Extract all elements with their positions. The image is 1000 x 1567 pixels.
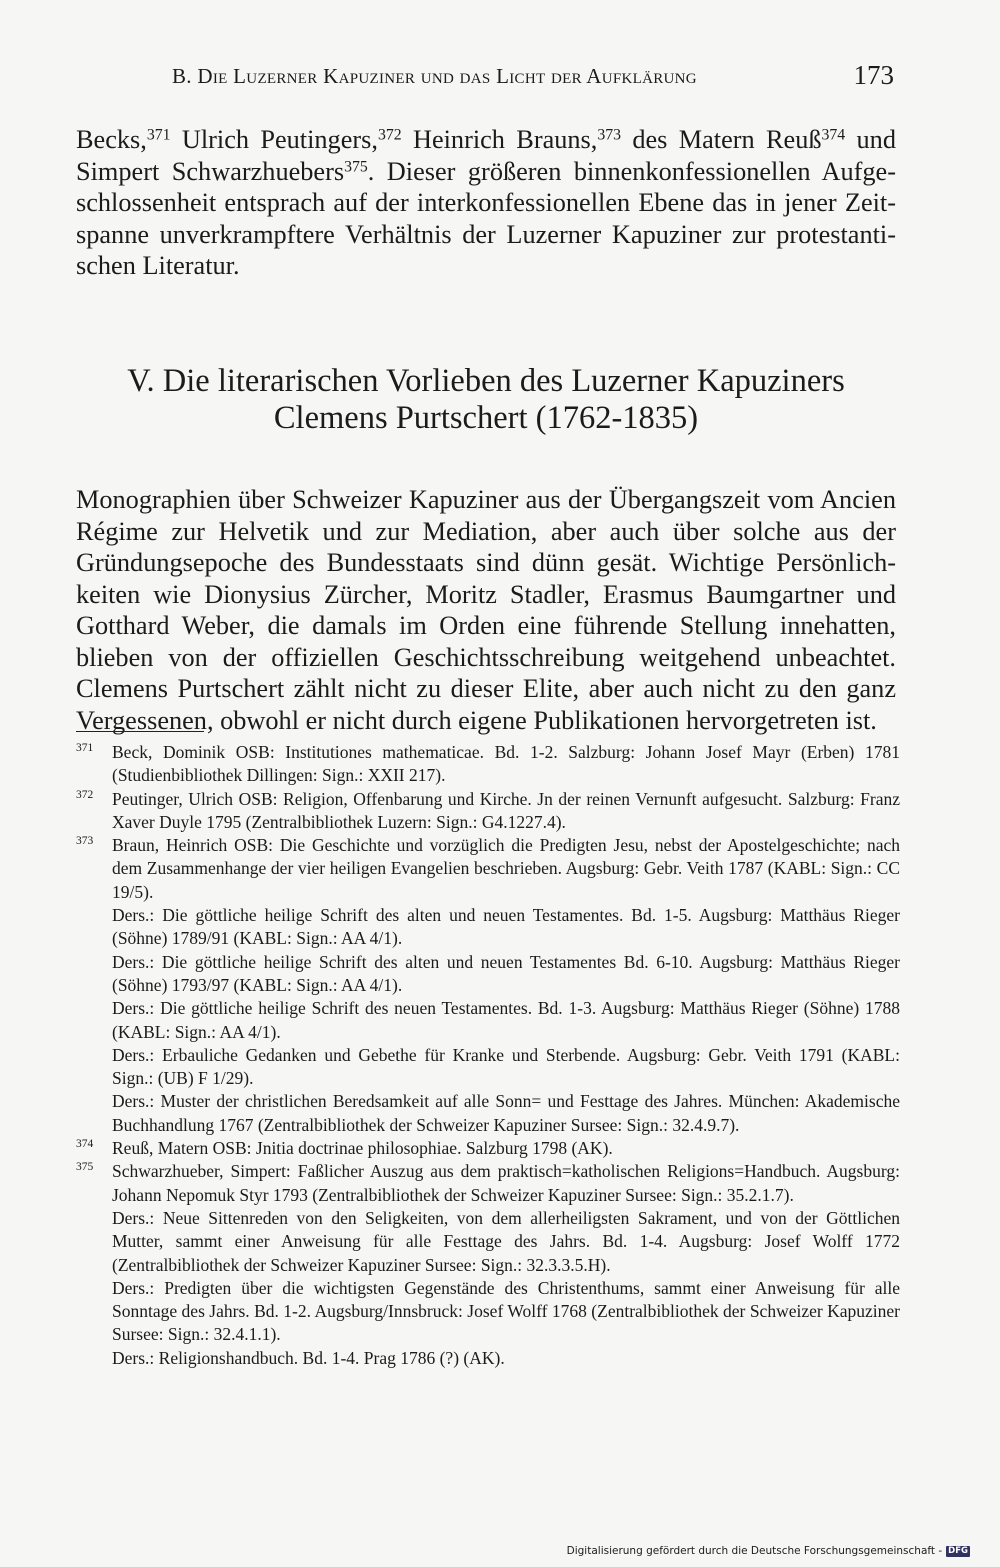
footnote-ref-373: 373 (597, 126, 622, 144)
footnote-entry: Peutinger, Ulrich OSB: Religion, Offenbarung und Kirche. Jn der reinen Vernunft aufgesucht. Salzburg: Franz Xaver Duyle 1795 (Zentralbibliothek Luzern: Sign.: G4.1227.4). (112, 788, 900, 832)
body-paragraph-continued (76, 124, 896, 282)
footnote-entry: Ders.: Die göttliche heilige Schrift des alten und neuen Testamentes Bd. 6-10. Augsburg: Matthäus Rieger (Söhne) 1793/97 (KABL: Sign.: AA 4/1). (112, 951, 900, 995)
footnote-372 (76, 788, 900, 835)
footnote-entry: Ders.: Religionshandbuch. Bd. 1-4. Prag 1786 (?) (AK). (112, 1347, 505, 1368)
footnote-entry: Ders.: Erbauliche Gedanken und Gebethe für Kranke und Sterbende. Augsburg: Gebr. Veith 1791 (KABL: Sign.: (UB) F 1/29). (112, 1044, 900, 1089)
footnote-entry: Ders.: Neue Sittenreden von den Seligkeiten, von dem allerheiligsten Sakrament, und von der Göttlichen Mutter, sammt einer Anweisung für alle Festtage des Jahrs. Bd. 1-4. Augsburg: Josef Wolff 1772 (Zentralbibliothek der Schweizer Kapuziner Sursee: Sign.: 32.3.3.5.H). (112, 1207, 900, 1275)
text-segment: Ulrich Peutingers, (170, 125, 378, 154)
page-number: 173 (853, 60, 894, 90)
section-heading-line-2: Clemens Purtschert (1762-1835) (273, 400, 699, 436)
running-head (172, 60, 894, 96)
text-segment: des Matern Reuß (621, 125, 822, 154)
digitization-credit-text: Digitalisierung gefördert durch die Deutsche Forschungsgemeinschaft - (566, 1545, 943, 1557)
footnote-separator (76, 731, 204, 732)
running-head-title: B. Die Luzerner Kapuziner und das Licht der Aufklärung (172, 64, 697, 88)
footnote-entry: Ders.: Muster der christlichen Beredsamkeit auf alle Sonn= und Festtage des Jahres. München: Akademische Buchhandlung 1767 (Zentralbibliothek der Schweizer Kapuziner Sursee: Sign.: 32.4.9.7). (112, 1091, 900, 1135)
digitization-credit (567, 1545, 970, 1557)
footnotes (76, 741, 900, 1370)
footnote-entry: Ders.: Predigten über die wichtigsten Gegenstände des Christenthums, sammt einer Anweisung für alle Sonntage des Jahrs. Bd. 1-2. Augsburg/Innsbruck: Josef Wolff 1768 (Zentralbibliothek der Schweizer Kapuziner Sursee: Sign.: 32.4.1.1). (112, 1277, 900, 1345)
footnote-entry: Reuß, Matern OSB: Jnitia doctrinae philosophiae. Salzburg 1798 (AK). (112, 1138, 613, 1159)
footnote-number: 374 (76, 1138, 94, 1151)
footnote-375 (76, 1160, 900, 1370)
footnote-ref-374: 374 (821, 126, 846, 144)
body-paragraph: Monographien über Schweizer Kapuziner aus der Übergangszeit vom Ancien Régime zur Helvetik und zur Mediation, aber auch über solche aus der Gründungsepoche des Bundesstaats sind dünn gesät. Wichtige Persönlichkeiten wie Dionysius Zürcher, Moritz Stadler, Erasmus Baumgartner und Gotthard Weber, die damals im Orden eine führende Stellung innehatten, blieben von der offiziellen Geschichtsschreibung weitgehend unbeachtet. Clemens Purtschert zählt nicht zu dieser Elite, aber auch nicht zu den ganz Vergessenen, obwohl er nicht durch eigene Publikationen hervorgetreten ist. (76, 485, 896, 735)
footnote-entry: Braun, Heinrich OSB: Die Geschichte und vorzüglich die Predigten Jesu, nebst der Apostelgeschichte; nach dem Zusammenhange der vier heiligen Evangelien beschrieben. Augsburg: Gebr. Veith 1787 (KABL: Sign.: CC 19/5). (112, 835, 900, 902)
footnote-ref-371: 371 (146, 126, 171, 144)
footnote-ref-372: 372 (377, 126, 402, 144)
footnote-number: 375 (76, 1161, 94, 1174)
footnote-entry: Schwarzhueber, Simpert: Faßlicher Auszug aus dem praktisch=katholischen Religions=Handbuch. Augsburg: Johann Nepomuk Styr 1793 (Zentralbibliothek der Schweizer Kapuziner Sursee: Sign.: 35.2.1.7). (112, 1161, 900, 1205)
section-heading (60, 363, 912, 437)
text-segment: . Dieser größeren binnenkonfessionellen Aufgeschlossenheit entsprach auf der interkonfessionellen Ebene das in jener Zeitspanne unverkrampftere Verhältnis der Luzerner Kapuziner zur protestantischen Literatur. (76, 156, 896, 280)
footnote-373 (76, 834, 900, 1137)
footnote-ref-375: 375 (344, 157, 368, 175)
footnote-374 (76, 1137, 900, 1160)
footnote-entry: Ders.: Die göttliche heilige Schrift des neuen Testamentes. Bd. 1-3. Augsburg: Matthäus Rieger (Söhne) 1788 (KABL: Sign.: AA 4/1). (112, 998, 900, 1042)
section-heading-line-1: V. Die literarischen Vorlieben des Luzerner Kapuziners (127, 363, 845, 399)
dfg-logo: DFG (948, 1545, 968, 1556)
footnote-number: 373 (76, 835, 94, 848)
footnote-number: 372 (76, 788, 94, 801)
footnote-371 (76, 741, 900, 788)
footnote-entry: Ders.: Die göttliche heilige Schrift des alten und neuen Testamentes. Bd. 1-5. Augsburg: Matthäus Rieger (Söhne) 1789/91 (KABL: Sign.: AA 4/1). (112, 905, 900, 949)
text-segment: Heinrich Brauns, (401, 125, 598, 154)
text-segment: Becks, (76, 125, 147, 154)
text-segment: und Simpert Schwarzhuebers (76, 125, 896, 186)
footnote-number: 371 (76, 742, 94, 754)
footnote-entry: Beck, Dominik OSB: Institutiones mathematicae. Bd. 1-2. Salzburg: Johann Josef Mayr (Erben) 1781 (Studienbibliothek Dillingen: Sign.: XXII 217). (112, 742, 900, 786)
